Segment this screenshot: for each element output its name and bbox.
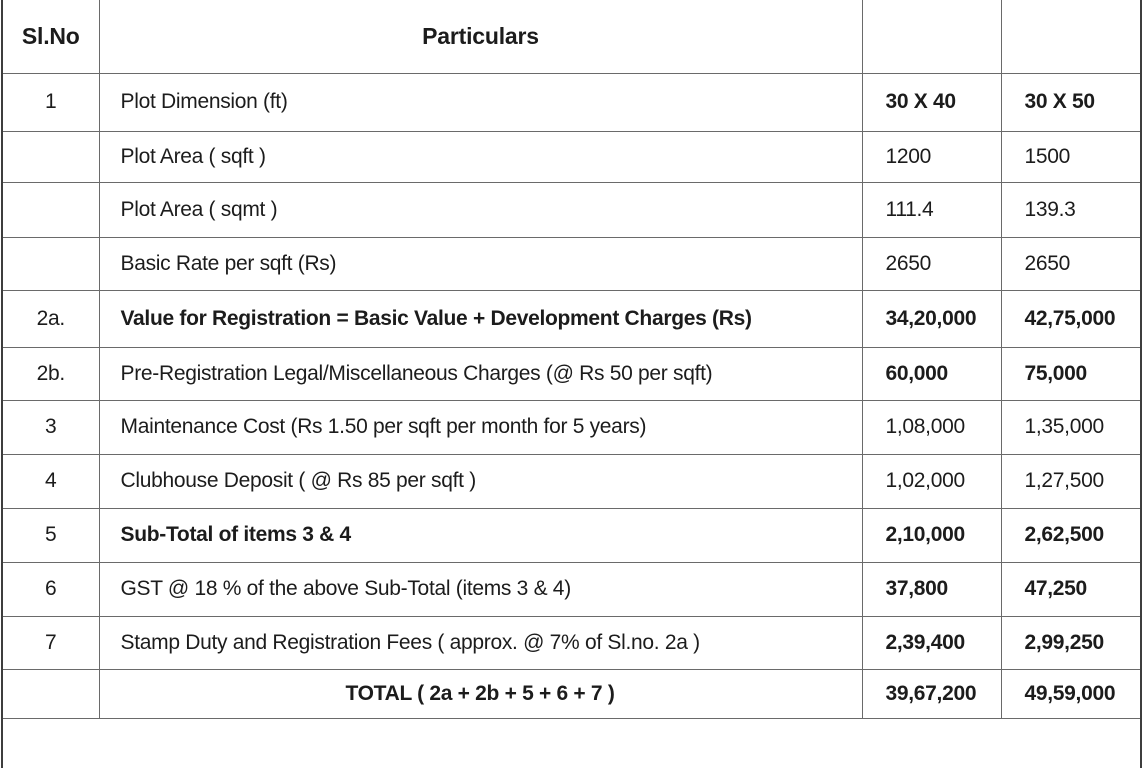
row-value-30x50: 30 X 50: [1001, 73, 1141, 131]
table-row: [2, 616, 1141, 669]
row-particulars: Maintenance Cost (Rs 1.50 per sqft per month for 5 years): [99, 400, 862, 454]
row-value-30x50: 2,62,500: [1001, 508, 1141, 562]
row-particulars: Basic Rate per sqft (Rs): [99, 237, 862, 290]
table-row: [2, 73, 1141, 131]
row-value-30x40: 37,800: [862, 562, 1001, 616]
row-value-30x50: 1,27,500: [1001, 454, 1141, 508]
row-particulars: Plot Dimension (ft): [99, 73, 862, 131]
row-slno: 1: [2, 73, 99, 131]
row-value-30x40: 2650: [862, 237, 1001, 290]
table-row: [2, 131, 1141, 182]
table-header: [2, 0, 1141, 73]
row-value-30x50: 2,99,250: [1001, 616, 1141, 669]
row-value-30x40: 60,000: [862, 347, 1001, 400]
row-slno: 7: [2, 616, 99, 669]
table-row: [2, 290, 1141, 347]
table-body: [2, 73, 1141, 718]
row-particulars: Plot Area ( sqmt ): [99, 182, 862, 237]
total-row: [2, 669, 1141, 718]
row-value-30x50: 1500: [1001, 131, 1141, 182]
row-slno: [2, 131, 99, 182]
cost-breakup-sheet: [1, 0, 1142, 768]
row-value-30x50: 139.3: [1001, 182, 1141, 237]
row-slno: 4: [2, 454, 99, 508]
header-slno: Sl.No: [2, 0, 99, 73]
table-row: [2, 400, 1141, 454]
table-row: [2, 182, 1141, 237]
table-row: [2, 454, 1141, 508]
row-particulars: Stamp Duty and Registration Fees ( approx. @ 7% of Sl.no. 2a ): [99, 616, 862, 669]
row-slno: [2, 182, 99, 237]
row-particulars: Clubhouse Deposit ( @ Rs 85 per sqft ): [99, 454, 862, 508]
row-value-30x50: 49,59,000: [1001, 669, 1141, 718]
table-row: [2, 562, 1141, 616]
table-row: [2, 237, 1141, 290]
row-value-30x50: 42,75,000: [1001, 290, 1141, 347]
table-row: [2, 508, 1141, 562]
row-particulars: Value for Registration = Basic Value + Development Charges (Rs): [99, 290, 862, 347]
row-value-30x40: 2,39,400: [862, 616, 1001, 669]
row-value-30x40: 39,67,200: [862, 669, 1001, 718]
header-value-col2: [1001, 0, 1141, 73]
header-value-col1: [862, 0, 1001, 73]
row-particulars: Pre-Registration Legal/Miscellaneous Charges (@ Rs 50 per sqft): [99, 347, 862, 400]
row-slno: 2b.: [2, 347, 99, 400]
row-value-30x50: 75,000: [1001, 347, 1141, 400]
row-value-30x40: 1,02,000: [862, 454, 1001, 508]
row-value-30x50: 1,35,000: [1001, 400, 1141, 454]
table-footer: [2, 718, 1141, 768]
empty-footer-cell: [2, 718, 1141, 768]
header-row: [2, 0, 1141, 73]
row-slno: 5: [2, 508, 99, 562]
row-particulars: Plot Area ( sqft ): [99, 131, 862, 182]
row-particulars: Sub-Total of items 3 & 4: [99, 508, 862, 562]
row-value-30x50: 2650: [1001, 237, 1141, 290]
row-slno: [2, 669, 99, 718]
row-value-30x40: 2,10,000: [862, 508, 1001, 562]
header-particulars: Particulars: [99, 0, 862, 73]
row-particulars: TOTAL ( 2a + 2b + 5 + 6 + 7 ): [99, 669, 862, 718]
row-value-30x50: 47,250: [1001, 562, 1141, 616]
row-value-30x40: 111.4: [862, 182, 1001, 237]
row-value-30x40: 1200: [862, 131, 1001, 182]
row-slno: 3: [2, 400, 99, 454]
row-value-30x40: 1,08,000: [862, 400, 1001, 454]
row-slno: 6: [2, 562, 99, 616]
row-particulars: GST @ 18 % of the above Sub-Total (items 3 & 4): [99, 562, 862, 616]
plot-cost-table: [1, 0, 1142, 768]
row-slno: [2, 237, 99, 290]
empty-footer-row: [2, 718, 1141, 768]
row-value-30x40: 30 X 40: [862, 73, 1001, 131]
table-row: [2, 347, 1141, 400]
row-value-30x40: 34,20,000: [862, 290, 1001, 347]
row-slno: 2a.: [2, 290, 99, 347]
